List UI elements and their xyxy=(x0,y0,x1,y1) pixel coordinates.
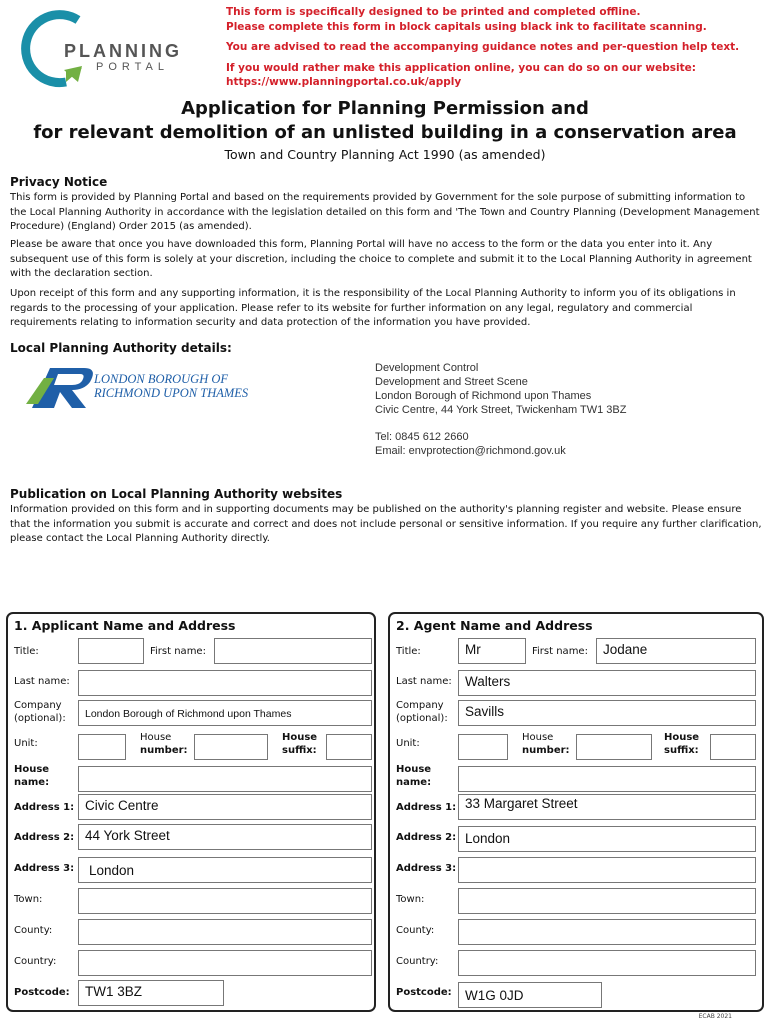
town-label: Town: xyxy=(396,894,425,905)
form-title-line1: Application for Planning Permission and xyxy=(181,98,589,119)
house-name-label: House xyxy=(396,764,432,775)
applicant-company-input[interactable]: London Borough of Richmond upon Thames xyxy=(78,700,372,726)
unit-label: Unit: xyxy=(14,738,38,749)
company-optional-label: (optional): xyxy=(396,713,448,724)
applicant-address1-input[interactable]: Civic Centre xyxy=(78,794,372,820)
offline-notice: This form is specifically designed to be printed and completed offline. xyxy=(226,6,641,18)
agent-postcode-input[interactable]: W1G 0JD xyxy=(458,982,602,1008)
county-label: County: xyxy=(396,925,435,936)
applicant-heading: 1. Applicant Name and Address xyxy=(14,618,236,633)
form-title-line2: for relevant demolition of an unlisted building in a conservation area xyxy=(33,122,737,143)
agent-town-input[interactable] xyxy=(458,888,756,914)
company-optional-label: (optional): xyxy=(14,713,66,724)
applicant-country-input[interactable] xyxy=(78,950,372,976)
agent-unit-input[interactable] xyxy=(458,734,508,760)
agent-company-input[interactable]: Savills xyxy=(458,700,756,726)
address1-label: Address 1: xyxy=(14,802,75,813)
company-label: Company xyxy=(14,700,62,711)
postcode-label: Postcode: xyxy=(396,987,452,998)
town-label: Town: xyxy=(14,894,43,905)
form-code: ECAB 2021 xyxy=(698,1013,732,1020)
country-label: Country: xyxy=(14,956,57,967)
privacy-paragraph-3: Upon receipt of this form and any supporting information, it is the responsibility of the Local Planning Authority to inform you of its obligations in regards to the processing of your application. Please refer to its website for further information on any legal, regulatory and commercial requirements relating to information security and data protection of the information you have provided. xyxy=(10,288,736,328)
applicant-panel xyxy=(6,612,376,1012)
first-name-label: First name: xyxy=(532,646,588,657)
house-number-label-2: number: xyxy=(140,745,188,756)
online-notice: If you would rather make this application online, you can do so on our website: xyxy=(226,62,696,74)
applicant-unit-input[interactable] xyxy=(78,734,126,760)
agent-address2-input[interactable]: London xyxy=(458,826,756,852)
lpa-address-line: Civic Centre, 44 York Street, Twickenham TW1 3BZ xyxy=(375,404,627,416)
house-name-label-2: name: xyxy=(396,777,432,788)
agent-address3-input[interactable] xyxy=(458,857,756,883)
house-suffix-label-2: suffix: xyxy=(282,745,317,756)
lpa-email[interactable]: Email: envprotection@richmond.gov.uk xyxy=(375,445,566,457)
house-number-label: House xyxy=(140,732,172,743)
richmond-logo-line1: LONDON BOROUGH OF xyxy=(94,372,229,386)
richmond-logo-mark xyxy=(24,364,99,412)
logo-text-planning: PLANNING xyxy=(64,41,182,61)
applicant-address3-input[interactable]: London xyxy=(78,857,372,883)
lpa-address-line: Development and Street Scene xyxy=(375,376,528,388)
applicant-town-input[interactable] xyxy=(78,888,372,914)
title-label: Title: xyxy=(396,646,421,657)
agent-county-input[interactable] xyxy=(458,919,756,945)
address3-label: Address 3: xyxy=(14,863,75,874)
lpa-heading: Local Planning Authority details: xyxy=(10,341,232,355)
company-label: Company xyxy=(396,700,444,711)
lpa-address-line: London Borough of Richmond upon Thames xyxy=(375,390,592,402)
applicant-title-input[interactable] xyxy=(78,638,144,664)
applicant-house-name-input[interactable] xyxy=(78,766,372,792)
agent-panel xyxy=(388,612,764,1012)
agent-country-input[interactable] xyxy=(458,950,756,976)
applicant-county-input[interactable] xyxy=(78,919,372,945)
logo-text-portal: PORTAL xyxy=(96,61,169,73)
agent-title-input[interactable]: Mr xyxy=(458,638,526,664)
lpa-telephone: Tel: 0845 612 2660 xyxy=(375,431,469,443)
first-name-label: First name: xyxy=(150,646,206,657)
agent-house-name-input[interactable] xyxy=(458,766,756,792)
act-subtitle: Town and Country Planning Act 1990 (as amended) xyxy=(224,147,546,162)
address3-label: Address 3: xyxy=(396,863,457,874)
agent-house-suffix-input[interactable] xyxy=(710,734,756,760)
house-name-label-2: name: xyxy=(14,777,50,788)
applicant-address2-input[interactable]: 44 York Street xyxy=(78,824,372,850)
block-capitals-notice: Please complete this form in block capitals using black ink to facilitate scanning. xyxy=(226,21,707,33)
applicant-first-name-input[interactable] xyxy=(214,638,372,664)
richmond-logo xyxy=(24,364,274,414)
agent-last-name-input[interactable]: Walters xyxy=(458,670,756,696)
house-suffix-label: House xyxy=(664,732,700,743)
house-number-label: House xyxy=(522,732,554,743)
applicant-house-suffix-input[interactable] xyxy=(326,734,372,760)
agent-address1-input[interactable]: 33 Margaret Street xyxy=(458,794,756,820)
house-suffix-label-2: suffix: xyxy=(664,745,699,756)
applicant-postcode-input[interactable]: TW1 3BZ xyxy=(78,980,224,1006)
last-name-label: Last name: xyxy=(396,676,452,687)
last-name-label: Last name: xyxy=(14,676,70,687)
applicant-house-number-input[interactable] xyxy=(194,734,268,760)
lpa-address-line: Development Control xyxy=(375,362,479,374)
agent-first-name-input[interactable]: Jodane xyxy=(596,638,756,664)
online-url[interactable]: https://www.planningportal.co.uk/apply xyxy=(226,76,462,88)
publication-text: Information provided on this form and in supporting documents may be published on the authority's planning register and website. Please ensure that the information you submit is accurate and correct and does not include personal or sensitive information. If you require any further clarification, please contact the Local Planning Authority directly. xyxy=(10,504,762,544)
country-label: Country: xyxy=(396,956,439,967)
privacy-paragraph-2: Please be aware that once you have downloaded this form, Planning Portal will have no access to the form or the data you enter into it. Any subsequent use of this form is solely at your discretion, including the choice to complete and submit it to the Local Planning Authority in agreement with the declaration section. xyxy=(10,239,752,279)
address2-label: Address 2: xyxy=(396,832,457,843)
agent-house-number-input[interactable] xyxy=(576,734,652,760)
privacy-heading: Privacy Notice xyxy=(10,175,108,189)
richmond-logo-line2: RICHMOND UPON THAMES xyxy=(94,386,249,400)
address1-label: Address 1: xyxy=(396,802,457,813)
publication-heading: Publication on Local Planning Authority websites xyxy=(10,487,343,501)
house-name-label: House xyxy=(14,764,50,775)
planning-portal-logo xyxy=(8,8,194,88)
privacy-paragraph-1: This form is provided by Planning Portal and based on the requirements provided by Government for the sole purpose of submitting information to the Local Planning Authority in accordance with the legislation detailed on this form and 'The Town and Country Planning (Development Management Procedure) (England) Order 2015 (as amended). xyxy=(10,192,760,232)
postcode-label: Postcode: xyxy=(14,987,70,998)
agent-heading: 2. Agent Name and Address xyxy=(396,618,593,633)
house-suffix-label: House xyxy=(282,732,318,743)
applicant-last-name-input[interactable] xyxy=(78,670,372,696)
county-label: County: xyxy=(14,925,53,936)
address2-label: Address 2: xyxy=(14,832,75,843)
unit-label: Unit: xyxy=(396,738,420,749)
house-number-label-2: number: xyxy=(522,745,570,756)
guidance-notice: You are advised to read the accompanying guidance notes and per-question help text. xyxy=(226,41,740,53)
title-label: Title: xyxy=(14,646,39,657)
